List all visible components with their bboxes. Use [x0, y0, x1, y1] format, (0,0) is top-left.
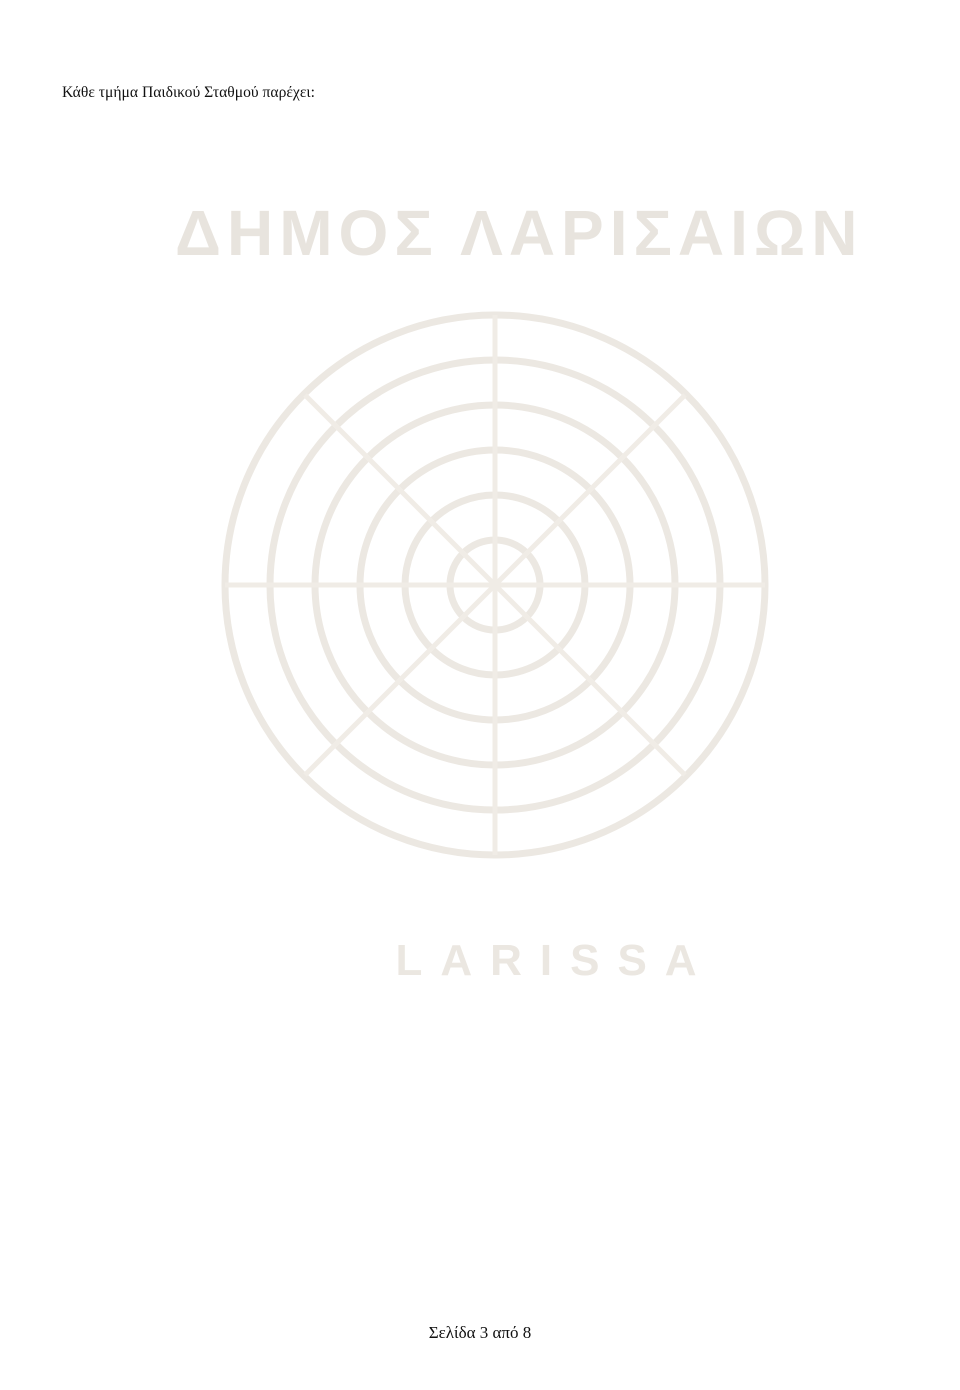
paragraph-provides: Κάθε τμήμα Παιδικού Σταθμού παρέχει: — [62, 84, 315, 101]
watermark-text-top: ΔΗΜΟΣ ΛΑΡΙΣΑΙΩΝ — [175, 197, 864, 269]
document-body — [62, 82, 902, 105]
page-footer: Σελίδα 3 από 8 — [428, 1323, 532, 1342]
municipal-seal-watermark — [175, 197, 864, 1015]
watermark-text-bottom: LARISSA — [395, 936, 715, 985]
